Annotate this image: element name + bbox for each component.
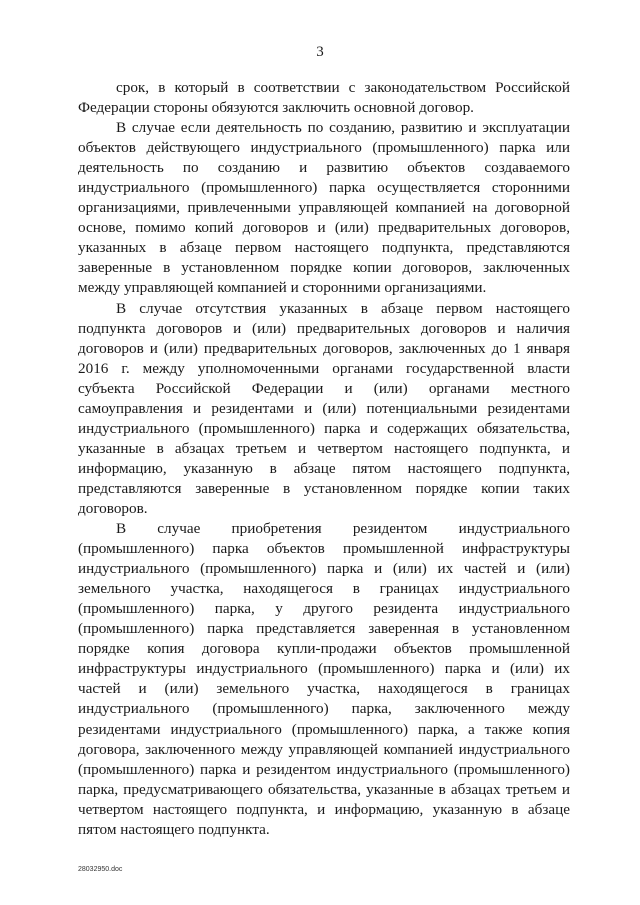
paragraph-3: В случае отсутствия указанных в абзаце первом настоящего подпункта договоров и (или) предварительных договоров и наличия договоров и (или) предварительных договоров, заключенных до 1 января 2016 г. между уполномоченными органами государственной власти субъекта Российской Федерации и (или) органами местного самоуправления и резидентами и (или) потенциальными резидентами индустриального (промышленного) парка и содержащих обязательства, указанные в абзацах третьем и четвертом настоящего подпункта, и информацию, указанную в абзаце пятом настоящего подпункта, представляются заверенные в установленном порядке копии таких договоров.: [78, 299, 570, 517]
document-body: [78, 78, 570, 840]
page-number: 3: [316, 44, 324, 60]
paragraph-2: В случае если деятельность по созданию, развитию и эксплуатации объектов действующего индустриального (промышленного) парка или деятельность по созданию и развитию объектов создаваемого индустриального (промышленного) парка осуществляется сторонними организациями, привлеченными управляющей компанией на договорной основе, помимо копий договоров и (или) предварительных договоров, указанных в абзаце первом настоящего подпункта, представляются заверенные в установленном порядке копии договоров, заключенных между управляющей компанией и сторонними организациями.: [78, 119, 570, 297]
paragraph-1: срок, в который в соответствии с законодательством Российской Федерации стороны обязуются заключить основной договор.: [78, 79, 570, 117]
footer-filename: 28032950.doc: [78, 866, 123, 873]
paragraph-4: В случае приобретения резидентом индустриального (промышленного) парка объектов промышленной инфраструктуры индустриального (промышленного) парка и (или) их частей и (или) земельного участка, находящегося в границах индустриального (промышленного) парка, у другого резидента индустриального (промышленного) парка представляется заверенная в установленном порядке копия договора купли-продажи объектов промышленной инфраструктуры индустриального (промышленного) парка и (или) их частей и (или) земельного участка, находящегося в границах индустриального (промышленного) парка, заключенного между резидентами индустриального (промышленного) парка, а также копия договора, заключенного между управляющей компанией индустриального (промышленного) парка и резидентом индустриального (промышленного) парка, предусматривающего обязательства, указанные в абзацах третьем и четвертом настоящего подпункта, и информацию, указанную в абзаце пятом настоящего подпункта.: [78, 520, 570, 838]
